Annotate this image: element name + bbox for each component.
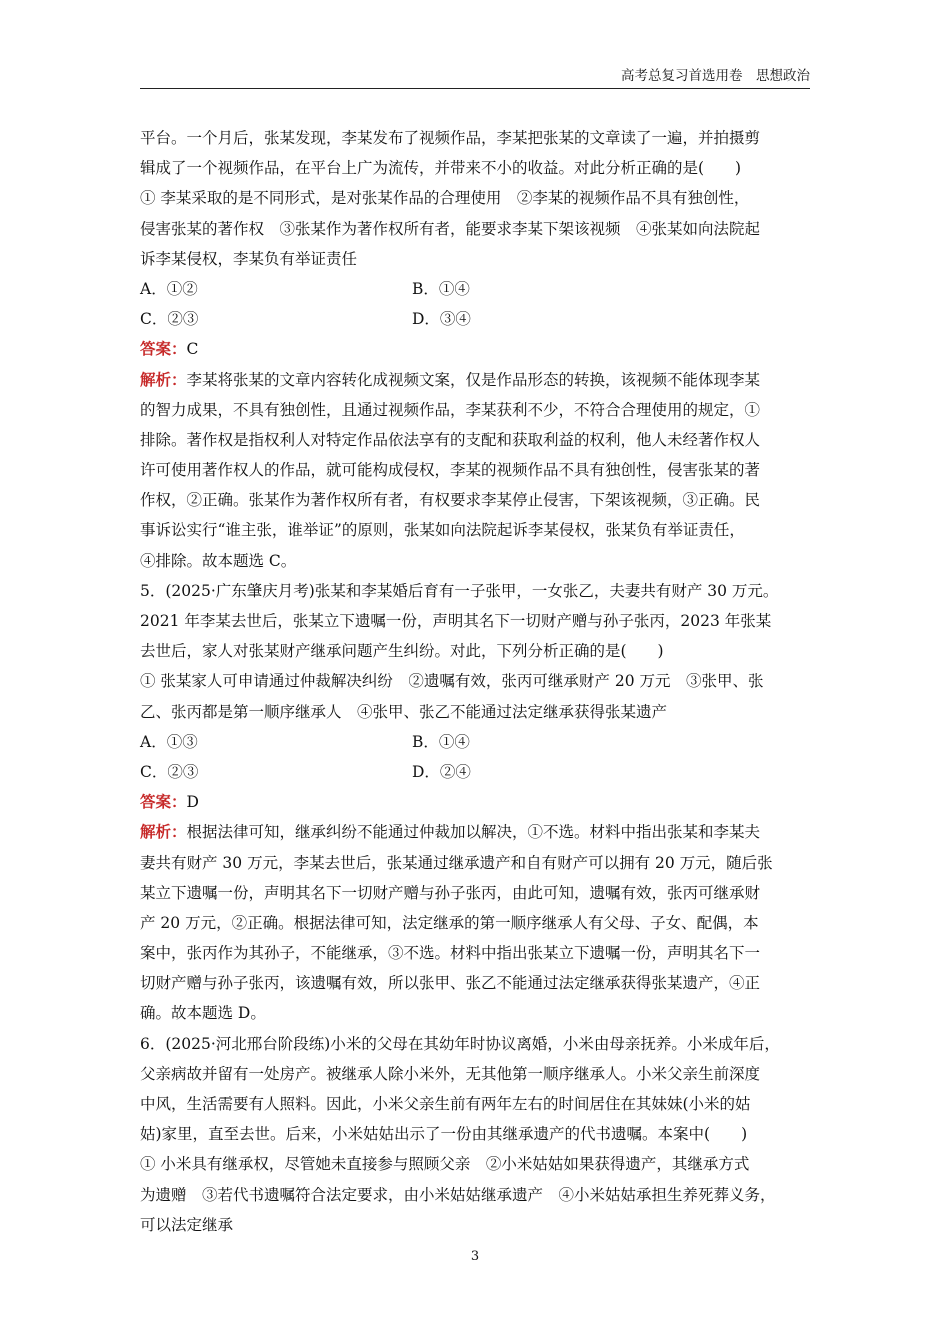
- analysis-line: 的智力成果，不具有独创性，且通过视频作品，李某获利不少，不符合合理使用的规定，①: [140, 400, 761, 419]
- analysis-text: 根据法律可知，继承纠纷不能通过仲裁加以解决，①不选。材料中指出张某和李某夫: [186, 823, 761, 842]
- option-d: D．②④: [412, 762, 471, 781]
- stem-line: 姑)家里，直至去世。后来，小米姑姑出示了一份由其继承遗产的代书遗嘱。本案中( ): [140, 1125, 748, 1144]
- analysis-line: [140, 365, 816, 395]
- stem-line: 2021 年李某去世后，张某立下遗嘱一份，声明其名下一切财产赠与孙子张丙，2023 年张某: [140, 612, 772, 630]
- analysis-line: 确。故本题选 D。: [140, 1004, 266, 1023]
- stem-line: 6．(2025·河北邢台阶段练)小米的父母在其幼年时协议离婚，小米由母亲抚养。小米成年后，: [140, 1034, 780, 1053]
- options-row: [140, 304, 816, 334]
- analysis-line: 许可使用著作权人的作品，就可能构成侵权，李某的视频作品不具有独创性，侵害张某的著: [140, 461, 761, 480]
- analysis-line: 产 20 万元，②正确。根据法律可知，法定继承的第一顺序继承人有父母、子女、配偶，本: [140, 913, 759, 932]
- document-body: [140, 123, 816, 1240]
- option-b: B．①④: [412, 279, 470, 298]
- statement-line: 诉李某侵权，李某负有举证责任: [140, 249, 358, 268]
- question-5: [140, 576, 816, 1029]
- option-a: A．①②: [140, 279, 198, 298]
- analysis-line: 妻共有财产 30 万元，李某去世后，张某通过继承遗产和自有财产可以拥有 20 万元，随后张: [140, 853, 773, 872]
- analysis-line: 某立下遗嘱一份，声明其名下一切财产赠与孙子张丙，由此可知，遗嘱有效，张丙可继承财: [140, 883, 761, 902]
- analysis-line: 案中，张丙作为其孙子，不能继承，③不选。材料中指出张某立下遗嘱一份，声明其名下一: [140, 944, 761, 963]
- stem-line: 平台。一个月后，张某发现，李某发布了视频作品，李某把张某的文章读了一遍，并拍摄剪: [140, 129, 761, 147]
- answer-line: [140, 334, 816, 364]
- stem-line: 父亲病故并留有一处房产。被继承人除小米外，无其他第一顺序继承人。小米父亲生前深度: [140, 1064, 761, 1083]
- analysis-text: 李某将张某的文章内容转化成视频文案，仅是作品形态的转换，该视频不能体现李某: [186, 370, 761, 389]
- option-c: C．②③: [140, 310, 199, 329]
- statement-line: 可以法定继承: [140, 1215, 234, 1234]
- analysis-line: 事诉讼实行“谁主张，谁举证”的原则，张某如向法院起诉李某侵权，张某负有举证责任，: [140, 521, 745, 540]
- analysis-line: 作权，②正确。张某作为著作权所有者，有权要求李某停止侵害，下架该视频，③正确。民: [140, 491, 761, 510]
- answer-value: C: [186, 340, 199, 359]
- options-row: [140, 727, 816, 757]
- statement-line: 侵害张某的著作权 ③张某作为著作权所有者，能要求李某下架该视频 ④张某如向法院起: [140, 219, 761, 238]
- statement-line: ① 李某采取的是不同形式，是对张某作品的合理使用 ②李某的视频作品不具有独创性，: [140, 189, 750, 208]
- statement-line: 乙、张丙都是第一顺序继承人 ④张甲、张乙不能通过法定继承获得张某遗产: [140, 702, 668, 721]
- page-number: 3: [470, 1249, 480, 1264]
- option-d: D．③④: [412, 310, 471, 329]
- question-6: [140, 1029, 816, 1240]
- answer-line: [140, 787, 816, 817]
- analysis-line: [140, 817, 816, 847]
- header-title: 高考总复习首选用卷 思想政治: [621, 68, 810, 84]
- answer-value: D: [186, 793, 199, 812]
- analysis-label: 解析：: [140, 369, 187, 389]
- stem-line: 中风，生活需要有人照料。因此，小米父亲生前有两年左右的时间居住在其妹妹(小米的姑: [140, 1095, 751, 1113]
- stem-line: 去世后，家人对张某财产继承问题产生纠纷。对此，下列分析正确的是( ): [140, 642, 664, 661]
- statement-line: 为遗赠 ③若代书遗嘱符合法定要求，由小米姑姑继承遗产 ④小米姑姑承担生养死葬义务，: [140, 1185, 776, 1204]
- analysis-label: 解析：: [140, 822, 187, 842]
- options-row: [140, 274, 816, 304]
- statement-line: ① 张某家人可申请通过仲裁解决纠纷 ②遗嘱有效，张丙可继承财产 20 万元 ③张甲、张: [140, 672, 764, 691]
- answer-label: 答案：: [140, 339, 187, 359]
- stem-line: 辑成了一个视频作品，在平台上广为流传，并带来不小的收益。对此分析正确的是( ): [140, 159, 742, 178]
- analysis-line: ④排除。故本题选 C。: [140, 551, 297, 570]
- statement-line: ① 小米具有继承权，尽管她未直接参与照顾父亲 ②小米姑姑如果获得遗产，其继承方式: [140, 1155, 750, 1174]
- options-row: [140, 757, 816, 787]
- option-b: B．①④: [412, 732, 470, 751]
- page-header: [140, 66, 810, 89]
- analysis-line: 排除。著作权是指权利人对特定作品依法享有的支配和获取利益的权利，他人未经著作权人: [140, 430, 761, 449]
- answer-label: 答案：: [140, 792, 187, 812]
- stem-line: 5．(2025·广东肇庆月考)张某和李某婚后育有一子张甲，一女张乙，夫妻共有财产 30 万元。: [140, 581, 779, 600]
- option-c: C．②③: [140, 762, 199, 781]
- analysis-line: 切财产赠与孙子张丙，该遗嘱有效，所以张甲、张乙不能通过法定继承获得张某遗产，④正: [140, 974, 761, 993]
- question-4: [140, 123, 816, 576]
- option-a: A．①③: [140, 732, 198, 751]
